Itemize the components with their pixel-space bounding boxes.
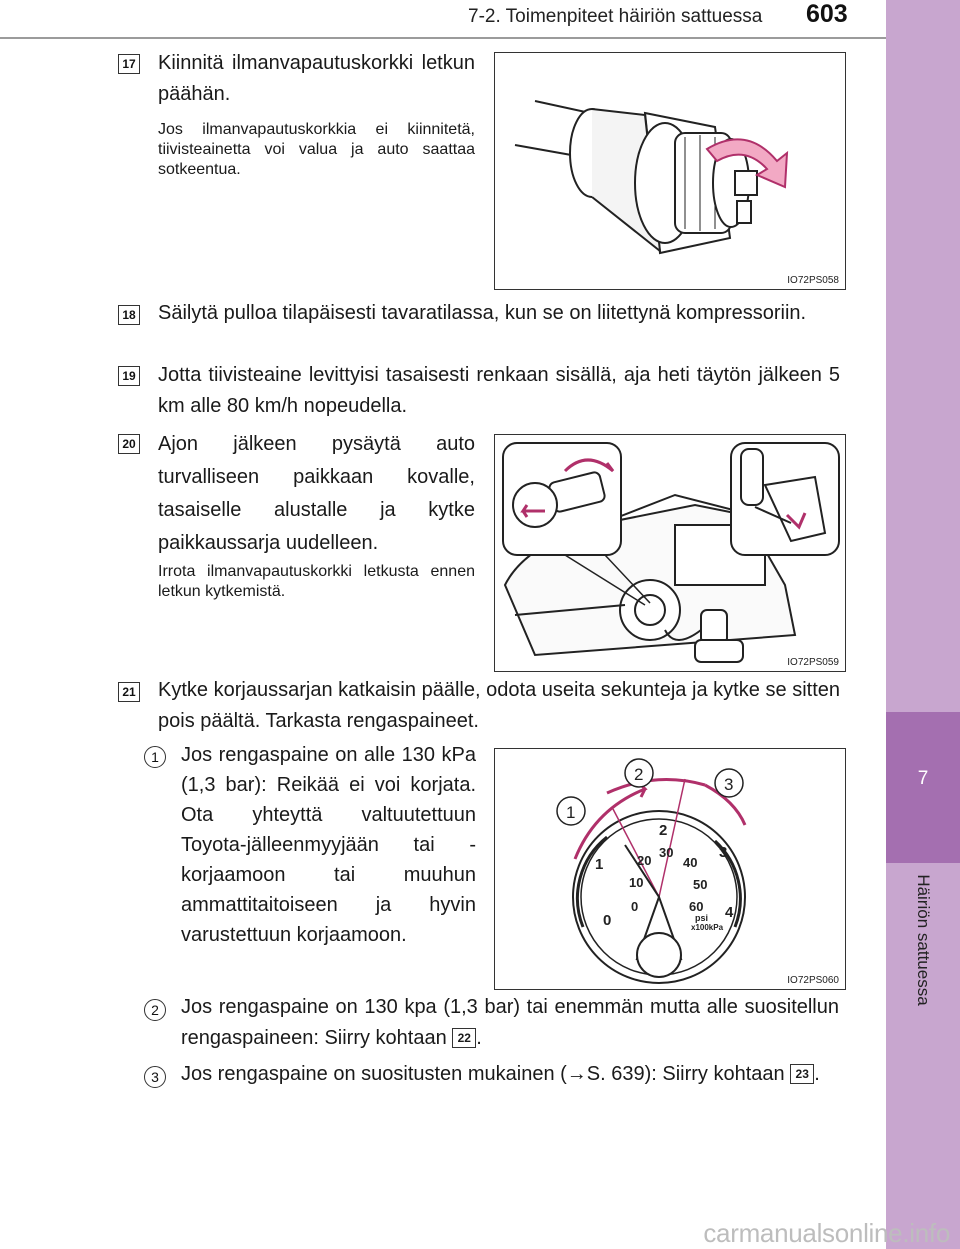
figure-pressure-gauge <box>494 748 846 990</box>
bar-label-2: 2 <box>659 822 668 839</box>
unit-kpa: x100kPa <box>691 923 724 932</box>
step-17-note: Jos ilmanvapautuskorkkia ei kiinnitetä, tiivisteainetta voi valua ja auto saattaa sotkeentua. <box>158 121 475 178</box>
item-2-badge: 2 <box>144 999 166 1021</box>
figure-air-cap <box>494 52 846 290</box>
psi-label-20: 20 <box>637 853 652 868</box>
chapter-title: Häiriön sattuessa <box>914 874 933 1006</box>
item-3-badge: 3 <box>144 1066 166 1088</box>
figure-code: IO72PS058 <box>787 275 839 286</box>
psi-label-10: 10 <box>629 875 644 890</box>
item-2-text: Jos rengaspaine on 130 kpa (1,3 bar) tai enemmän mutta alle suositellun rengaspaineen: Siirry kohtaan 22 . <box>181 996 839 1049</box>
psi-label-60: 60 <box>689 899 704 914</box>
step-23-ref[interactable]: 23 <box>790 1064 814 1084</box>
psi-label-40: 40 <box>683 855 698 870</box>
chapter-sidebar <box>886 0 960 1249</box>
step-20-note: Irrota ilmanvapautuskorkki letkusta ennen letkun kytkemistä. <box>158 563 475 600</box>
pressure-gauge-illustration <box>495 749 845 989</box>
page-number: 603 <box>806 0 848 28</box>
step-17-text: Kiinnitä ilmanvapautuskorkki letkun päähän. <box>158 52 475 105</box>
step-18-badge: 18 <box>118 305 140 325</box>
step-20-text: Ajon jälkeen pysäytä auto turvalliseen paikkaan kovalle, tasaiselle alustalle ja kytke paikkaussarja uudelleen. <box>158 433 475 554</box>
step-22-ref[interactable]: 22 <box>452 1028 476 1048</box>
callout-3: 3 <box>724 775 734 794</box>
item-3-text: Jos rengaspaine on suositusten mukainen (→S. 639): Siirry kohtaan 23 . <box>181 1063 820 1085</box>
step-19-badge: 19 <box>118 366 140 386</box>
step-20-badge: 20 <box>118 434 140 454</box>
callout-2: 2 <box>634 765 644 784</box>
item-1-badge: 1 <box>144 746 166 768</box>
item-1-text: Jos rengaspaine on alle 130 kPa (1,3 bar): Reikää ei voi korjata. Ota yhteyttä valtuutettuun Toyota-jälleenmyyjään tai -korjaamoon tai muuhun ammattitaitoiseen ja hyvin varustettuun korjaamoon. <box>181 744 476 946</box>
step-19-text: Jotta tiivisteaine levittyisi tasaisesti renkaan sisällä, aja heti täytön jälkeen 5 km alle 80 km/h nopeudella. <box>158 364 840 417</box>
bar-label-1: 1 <box>595 856 604 873</box>
car-kit-illustration <box>495 435 845 671</box>
psi-label-0: 0 <box>631 899 639 914</box>
bar-label-0: 0 <box>603 912 612 929</box>
unit-psi: psi <box>695 913 709 923</box>
figure-car-kit <box>494 434 846 672</box>
figure-code: IO72PS060 <box>787 975 839 986</box>
figure-code: IO72PS059 <box>787 657 839 668</box>
step-21-text: Kytke korjaussarjan katkaisin päälle, odota useita sekunteja ja kytke se sitten pois päältä. Tarkasta rengaspaineet. <box>158 679 840 732</box>
psi-label-50: 50 <box>693 877 708 892</box>
step-17-badge: 17 <box>118 54 140 74</box>
step-18-text: Säilytä pulloa tilapäisesti tavaratilassa, kun se on liitettynä kompressoriin. <box>158 302 807 324</box>
watermark: carmanualsonline.info <box>703 1218 950 1248</box>
section-title: 7-2. Toimenpiteet häiriön sattuessa <box>468 6 763 27</box>
bar-label-3: 3 <box>719 844 728 861</box>
header-rule <box>0 37 886 39</box>
step-21-badge: 21 <box>118 682 140 702</box>
chapter-number: 7 <box>917 768 929 789</box>
psi-label-30: 30 <box>659 845 674 860</box>
air-cap-illustration <box>495 53 845 289</box>
callout-1: 1 <box>566 803 576 822</box>
bar-label-4: 4 <box>725 904 734 921</box>
